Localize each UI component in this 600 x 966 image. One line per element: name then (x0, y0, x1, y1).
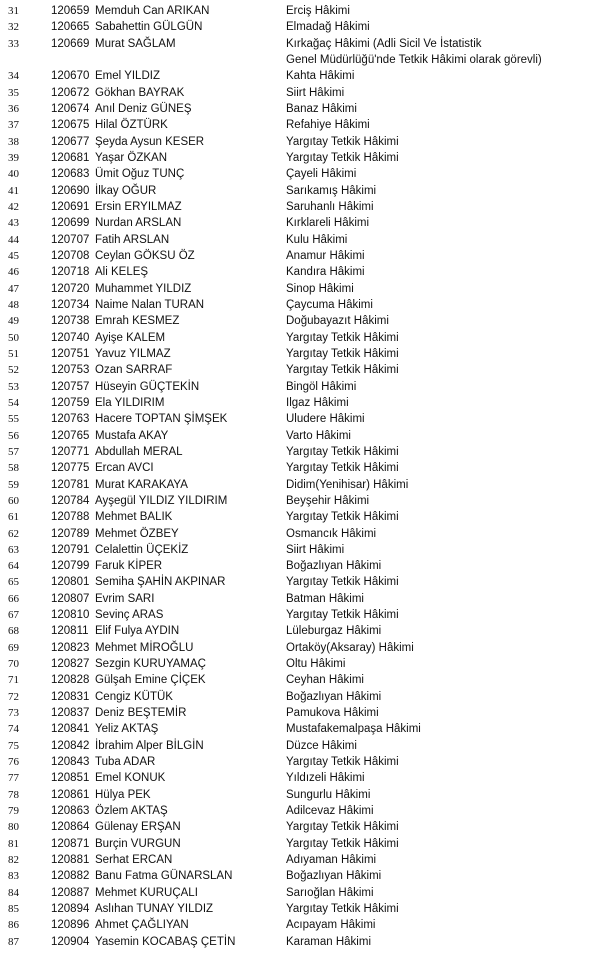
row-number: 75 (8, 739, 19, 752)
assigned-post: Uludere Hâkimi (286, 413, 365, 426)
judge-name: Mehmet ÖZBEY (95, 527, 179, 540)
registry-number: 120734 (51, 298, 90, 311)
assigned-post: Yargıtay Tetkik Hâkimi (286, 331, 399, 344)
registry-number: 120851 (51, 772, 90, 785)
row-number: 84 (8, 886, 19, 899)
row-number: 51 (8, 347, 19, 360)
list-row (0, 803, 600, 819)
assigned-post: Yıldızeli Hâkimi (286, 772, 365, 785)
list-row (0, 672, 600, 688)
assigned-post: Siirt Hâkimi (286, 86, 345, 99)
row-number: 85 (8, 903, 19, 916)
judge-name: Nurdan ARSLAN (95, 217, 182, 230)
assigned-post: Yargıtay Tetkik Hâkimi (286, 576, 399, 589)
registry-number: 120781 (51, 478, 90, 491)
assigned-post: Banaz Hâkimi (286, 102, 357, 115)
judge-name: Celalettin ÜÇEKİZ (95, 543, 189, 556)
judge-name: Yavuz YILMAZ (95, 347, 171, 360)
judge-name: Burçin VURGUN (95, 837, 181, 850)
judge-name: Gökhan BAYRAK (95, 86, 185, 99)
row-number: 44 (8, 233, 19, 246)
row-number: 40 (8, 168, 19, 181)
row-number: 46 (8, 266, 19, 279)
registry-number: 120871 (51, 837, 90, 850)
registry-number: 120788 (51, 511, 90, 524)
row-number: 33 (8, 37, 19, 50)
list-row (0, 460, 600, 476)
judge-name: Naime Nalan TURAN (95, 298, 205, 311)
row-number: 35 (8, 86, 19, 99)
assigned-post: Kırklareli Hâkimi (286, 217, 370, 230)
row-number: 57 (8, 445, 19, 458)
registry-number: 120841 (51, 723, 90, 736)
judge-name: Murat KARAKAYA (95, 478, 188, 491)
row-number: 86 (8, 919, 19, 932)
assigned-post: Kırkağaç Hâkimi (Adli Sicil Ve İstatistik Genel Müdürlüğü'nde Tetkik Hâkimi olarak görevli) (286, 37, 542, 66)
row-number: 77 (8, 772, 19, 785)
judge-name: Evrim SARI (95, 592, 155, 605)
judge-name: İbrahim Alper BİLGİN (95, 739, 204, 752)
list-row (0, 574, 600, 590)
judge-name: Ayşegül YILDIZ YILDIRIM (95, 494, 228, 507)
list-row (0, 19, 600, 35)
row-number: 81 (8, 837, 19, 850)
row-number: 59 (8, 478, 19, 491)
assigned-post: Ilgaz Hâkimi (286, 396, 349, 409)
judge-name: Özlem AKTAŞ (95, 805, 168, 818)
row-number: 69 (8, 641, 19, 654)
list-row (0, 607, 600, 623)
registry-number: 120807 (51, 592, 90, 605)
assigned-post: Siirt Hâkimi (286, 543, 345, 556)
assigned-post: Yargıtay Tetkik Hâkimi (286, 364, 399, 377)
registry-number: 120765 (51, 429, 90, 442)
judge-name: Ersin ERYILMAZ (95, 200, 182, 213)
assigned-post: Batman Hâkimi (286, 592, 364, 605)
list-row (0, 623, 600, 639)
judge-name: Murat SAĞLAM (95, 37, 176, 50)
list-row (0, 819, 600, 835)
judge-name: Muhammet YILDIZ (95, 282, 192, 295)
judge-name: Deniz BEŞTEMİR (95, 707, 187, 720)
list-row (0, 134, 600, 150)
row-number: 62 (8, 527, 19, 540)
registry-number: 120753 (51, 364, 90, 377)
row-number: 71 (8, 674, 19, 687)
registry-number: 120843 (51, 756, 90, 769)
row-number: 32 (8, 21, 19, 34)
assigned-post: Yargıtay Tetkik Hâkimi (286, 837, 399, 850)
list-row (0, 558, 600, 574)
list-row (0, 215, 600, 231)
assigned-post: Refahiye Hâkimi (286, 119, 370, 132)
assigned-post: Didim(Yenihisar) Hâkimi (286, 478, 409, 491)
judge-name: Mustafa AKAY (95, 429, 169, 442)
list-row (0, 705, 600, 721)
list-row (0, 395, 600, 411)
list-row (0, 917, 600, 933)
assigned-post: Yargıtay Tetkik Hâkimi (286, 903, 399, 916)
judge-name: Serhat ERCAN (95, 854, 173, 867)
list-row (0, 150, 600, 166)
row-number: 34 (8, 70, 19, 83)
judge-name: Semiha ŞAHİN AKPINAR (95, 576, 226, 589)
judge-name: Ceylan GÖKSU ÖZ (95, 249, 195, 262)
list-row (0, 68, 600, 84)
assigned-post: Erciş Hâkimi (286, 5, 350, 17)
registry-number: 120759 (51, 396, 90, 409)
list-row (0, 934, 600, 950)
list-row (0, 411, 600, 427)
judge-name: Mehmet KURUÇALI (95, 886, 198, 899)
assigned-post: Kulu Hâkimi (286, 233, 348, 246)
assigned-post: Sarıoğlan Hâkimi (286, 886, 374, 899)
row-number: 36 (8, 102, 19, 115)
assigned-post: Saruhanlı Hâkimi (286, 200, 374, 213)
list-row (0, 868, 600, 884)
registry-number: 120751 (51, 347, 90, 360)
registry-number: 120789 (51, 527, 90, 540)
list-row (0, 852, 600, 868)
registry-number: 120669 (51, 37, 90, 50)
judge-name: Ali KELEŞ (95, 266, 149, 279)
list-row (0, 379, 600, 395)
list-row (0, 493, 600, 509)
judge-name: Mehmet BALIK (95, 511, 173, 524)
registry-number: 120740 (51, 331, 90, 344)
judge-name: Tuba ADAR (95, 756, 156, 769)
judge-name: Şeyda Aysun KESER (95, 135, 205, 148)
row-number: 41 (8, 184, 19, 197)
list-row (0, 787, 600, 803)
row-number: 66 (8, 592, 19, 605)
registry-number: 120665 (51, 21, 90, 34)
assigned-post: Lüleburgaz Hâkimi (286, 625, 382, 638)
list-row (0, 738, 600, 754)
list-row (0, 721, 600, 737)
row-number: 54 (8, 396, 19, 409)
row-number: 50 (8, 331, 19, 344)
registry-number: 120881 (51, 854, 90, 867)
judge-name: Aslıhan TUNAY YILDIZ (95, 903, 214, 916)
registry-number: 120864 (51, 821, 90, 834)
row-number: 83 (8, 870, 19, 883)
list-row (0, 3, 600, 19)
row-number: 49 (8, 315, 19, 328)
registry-number: 120882 (51, 870, 90, 883)
row-number: 52 (8, 364, 19, 377)
registry-number: 120775 (51, 462, 90, 475)
assigned-post: Düzce Hâkimi (286, 739, 357, 752)
registry-number: 120837 (51, 707, 90, 720)
registry-number: 120691 (51, 200, 90, 213)
list-row (0, 264, 600, 280)
assigned-post: Oltu Hâkimi (286, 658, 346, 671)
registry-number: 120674 (51, 102, 90, 115)
assigned-post: Boğazlıyan Hâkimi (286, 560, 382, 573)
assigned-post: Yargıtay Tetkik Hâkimi (286, 609, 399, 622)
row-number: 45 (8, 249, 19, 262)
assigned-post: Kandıra Hâkimi (286, 266, 365, 279)
list-row (0, 444, 600, 460)
judge-name: Faruk KİPER (95, 560, 163, 573)
row-number: 48 (8, 298, 19, 311)
list-row (0, 689, 600, 705)
row-number: 78 (8, 788, 19, 801)
judge-name: Banu Fatma GÜNARSLAN (95, 870, 233, 883)
row-number: 38 (8, 135, 19, 148)
registry-number: 120811 (51, 625, 89, 638)
judge-name: Memduh Can ARIKAN (95, 5, 210, 17)
list-row (0, 281, 600, 297)
judge-name: Abdullah MERAL (95, 445, 183, 458)
registry-number: 120763 (51, 413, 90, 426)
assigned-post: Varto Hâkimi (286, 429, 351, 442)
row-number: 37 (8, 119, 19, 132)
row-number: 76 (8, 756, 19, 769)
row-number: 74 (8, 723, 19, 736)
judge-name: Hüseyin GÜÇTEKİN (95, 380, 200, 393)
list-row (0, 232, 600, 248)
assigned-post: Yargıtay Tetkik Hâkimi (286, 445, 399, 458)
assigned-post: Yargıtay Tetkik Hâkimi (286, 462, 399, 475)
registry-number: 120894 (51, 903, 90, 916)
list-row (0, 542, 600, 558)
assigned-post: Sinop Hâkimi (286, 282, 354, 295)
row-number: 53 (8, 380, 19, 393)
judge-name: Hülya PEK (95, 788, 151, 801)
list-row (0, 117, 600, 133)
registry-number: 120708 (51, 249, 90, 262)
registry-number: 120675 (51, 119, 90, 132)
row-number: 65 (8, 576, 19, 589)
row-number: 60 (8, 494, 19, 507)
registry-number: 120670 (51, 70, 90, 83)
judge-name: Hilal ÖZTÜRK (95, 119, 168, 132)
assigned-post: Yargıtay Tetkik Hâkimi (286, 347, 399, 360)
judge-name: Anıl Deniz GÜNEŞ (95, 102, 192, 115)
registry-number: 120904 (51, 935, 90, 948)
assigned-post: Yargıtay Tetkik Hâkimi (286, 821, 399, 834)
registry-number: 120718 (51, 266, 90, 279)
judge-name: İlkay OĞUR (95, 184, 157, 197)
assigned-post: Yargıtay Tetkik Hâkimi (286, 756, 399, 769)
assigned-post: Acıpayam Hâkimi (286, 919, 376, 932)
registry-number: 120784 (51, 494, 90, 507)
list-row (0, 477, 600, 493)
judge-name: Emel KONUK (95, 772, 166, 785)
registry-number: 120791 (51, 543, 90, 556)
judge-name: Emrah KESMEZ (95, 315, 180, 328)
assigned-post: Mustafakemalpaşa Hâkimi (286, 723, 421, 736)
row-number: 42 (8, 200, 19, 213)
row-number: 70 (8, 658, 19, 671)
registry-number: 120681 (51, 151, 90, 164)
assigned-post: Boğazlıyan Hâkimi (286, 870, 382, 883)
judge-name: Ozan SARRAF (95, 364, 173, 377)
registry-number: 120896 (51, 919, 90, 932)
list-row (0, 346, 600, 362)
judge-name: Ercan AVCI (95, 462, 154, 475)
registry-number: 120757 (51, 380, 90, 393)
registry-number: 120861 (51, 788, 90, 801)
row-number: 82 (8, 854, 19, 867)
registry-number: 120831 (51, 690, 90, 703)
list-row (0, 199, 600, 215)
assigned-post: Karaman Hâkimi (286, 935, 371, 948)
list-row (0, 330, 600, 346)
list-row (0, 591, 600, 607)
assigned-post: Adilcevaz Hâkimi (286, 805, 374, 818)
list-row (0, 166, 600, 182)
list-row (0, 36, 600, 69)
assigned-post: Adıyaman Hâkimi (286, 854, 377, 867)
row-number: 47 (8, 282, 19, 295)
judge-name: Elif Fulya AYDIN (95, 625, 180, 638)
judge-name: Ayişe KALEM (95, 331, 166, 344)
assigned-post: Ceyhan Hâkimi (286, 674, 364, 687)
assigned-post: Elmadağ Hâkimi (286, 21, 370, 34)
assigned-post: Doğubayazıt Hâkimi (286, 315, 389, 328)
assigned-post: Anamur Hâkimi (286, 249, 365, 262)
registry-number: 120659 (51, 5, 90, 17)
judge-name: Yasemin KOCABAŞ ÇETİN (95, 935, 236, 948)
judge-name: Ela YILDIRIM (95, 396, 165, 409)
list-row (0, 362, 600, 378)
assigned-post: Bingöl Hâkimi (286, 380, 357, 393)
assigned-post: Sarıkamış Hâkimi (286, 184, 377, 197)
row-number: 87 (8, 935, 19, 948)
registry-number: 120799 (51, 560, 90, 573)
judge-name: Yeliz AKTAŞ (95, 723, 159, 736)
assigned-post: Pamukova Hâkimi (286, 707, 379, 720)
list-row (0, 85, 600, 101)
list-row (0, 183, 600, 199)
assigned-post: Yargıtay Tetkik Hâkimi (286, 151, 399, 164)
registry-number: 120842 (51, 739, 90, 752)
list-row (0, 526, 600, 542)
list-row (0, 297, 600, 313)
registry-number: 120720 (51, 282, 90, 295)
registry-number: 120771 (51, 445, 90, 458)
row-number: 73 (8, 707, 19, 720)
row-number: 55 (8, 413, 19, 426)
registry-number: 120827 (51, 658, 90, 671)
registry-number: 120828 (51, 674, 90, 687)
registry-number: 120677 (51, 135, 90, 148)
assigned-post: Çaycuma Hâkimi (286, 298, 373, 311)
registry-number: 120801 (51, 576, 90, 589)
registry-number: 120810 (51, 609, 90, 622)
row-number: 79 (8, 805, 19, 818)
registry-number: 120699 (51, 217, 90, 230)
list-row (0, 509, 600, 525)
assigned-post: Sungurlu Hâkimi (286, 788, 371, 801)
registry-number: 120863 (51, 805, 90, 818)
assigned-post: Çayeli Hâkimi (286, 168, 357, 181)
judge-name: Cengiz KÜTÜK (95, 690, 173, 703)
registry-number: 120887 (51, 886, 90, 899)
assigned-post: Ortaköy(Aksaray) Hâkimi (286, 641, 414, 654)
judge-name: Sezgin KURUYAMAÇ (95, 658, 206, 671)
row-number: 58 (8, 462, 19, 475)
row-number: 64 (8, 560, 19, 573)
list-row (0, 640, 600, 656)
decree-list (0, 3, 600, 950)
list-row (0, 101, 600, 117)
row-number: 43 (8, 217, 19, 230)
judge-name: Gülenay ERŞAN (95, 821, 181, 834)
assigned-post: Beyşehir Hâkimi (286, 494, 370, 507)
row-number: 80 (8, 821, 19, 834)
judge-name: Sevinç ARAS (95, 609, 164, 622)
row-number: 31 (8, 5, 19, 17)
row-number: 67 (8, 609, 19, 622)
judge-name: Yaşar ÖZKAN (95, 151, 167, 164)
list-row (0, 901, 600, 917)
registry-number: 120738 (51, 315, 90, 328)
judge-name: Mehmet MİROĞLU (95, 641, 194, 654)
list-row (0, 313, 600, 329)
assigned-post: Kahta Hâkimi (286, 70, 355, 83)
assigned-post: Osmancık Hâkimi (286, 527, 377, 540)
row-number: 63 (8, 543, 19, 556)
judge-name: Hacere TOPTAN ŞİMŞEK (95, 413, 228, 426)
row-number: 68 (8, 625, 19, 638)
list-row (0, 656, 600, 672)
row-number: 61 (8, 511, 19, 524)
registry-number: 120672 (51, 86, 90, 99)
judge-name: Sabahettin GÜLGÜN (95, 21, 203, 34)
assigned-post: Yargıtay Tetkik Hâkimi (286, 511, 399, 524)
judge-name: Ahmet ÇAĞLIYAN (95, 919, 189, 932)
judge-name: Ümit Oğuz TUNÇ (95, 168, 185, 181)
judge-name: Emel YILDIZ (95, 70, 160, 83)
judge-name: Gülşah Emine ÇİÇEK (95, 674, 206, 687)
registry-number: 120690 (51, 184, 90, 197)
list-row (0, 836, 600, 852)
list-row (0, 770, 600, 786)
list-row (0, 754, 600, 770)
assigned-post: Boğazlıyan Hâkimi (286, 690, 382, 703)
row-number: 56 (8, 429, 19, 442)
registry-number: 120707 (51, 233, 90, 246)
judge-name: Fatih ARSLAN (95, 233, 170, 246)
list-row (0, 248, 600, 264)
row-number: 39 (8, 151, 19, 164)
list-row (0, 428, 600, 444)
registry-number: 120823 (51, 641, 90, 654)
list-row (0, 885, 600, 901)
assigned-post: Yargıtay Tetkik Hâkimi (286, 135, 399, 148)
registry-number: 120683 (51, 168, 90, 181)
row-number: 72 (8, 690, 19, 703)
